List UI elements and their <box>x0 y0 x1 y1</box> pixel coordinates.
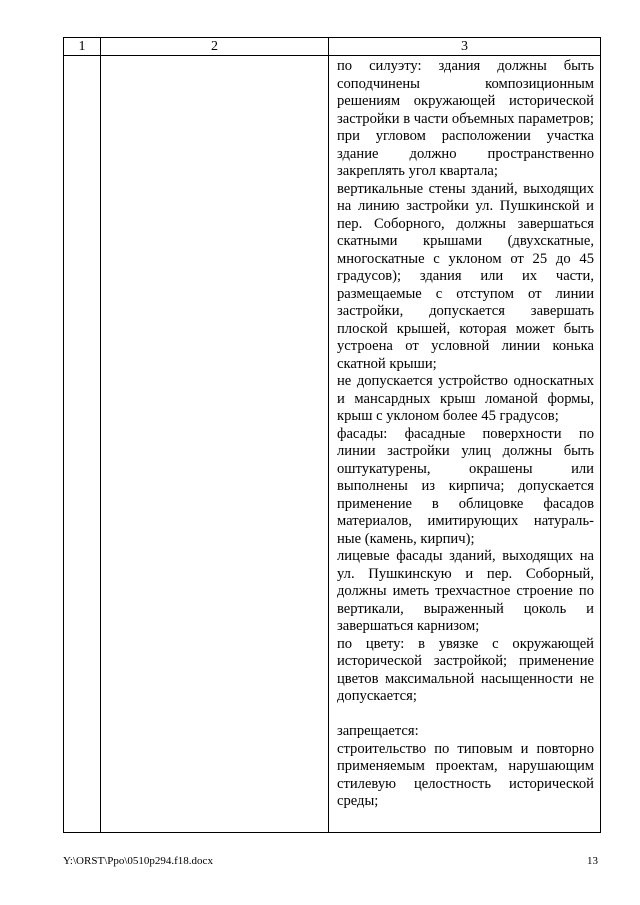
paragraph-typical-projects: строительство по типовым и повторно применяемым проектам, нарушающим стилевую целостность исторической среды; <box>337 740 594 809</box>
column-header-3: 3 <box>329 38 601 56</box>
footer-file-path: Y:\ORST\Ppo\0510p294.f18.docx <box>63 855 213 867</box>
paragraph-silhouette: по силуэту: здания должны быть соподчинены композиционным решениям окружающей исторической застройки в части объемных параметров; <box>337 58 594 127</box>
paragraph-prohibited-heading: запрещается: <box>337 723 419 739</box>
blank-line <box>337 706 594 724</box>
paragraph-front-facades: лицевые фасады зданий, выходящих на ул. Пушкинскую и пер. Соборный, должны иметь трехчастное строение по вертикали, выраженный цоколь и завершаться карнизом; <box>337 548 594 634</box>
paragraph-facades: фасады: фасадные поверхности по линии застройки улиц должны быть оштукатурены, окрашены или выполнены из кирпича; допускается применение в облицовке фасадов материалов, имитирующих натураль-ные (камень, кирпич); <box>337 425 594 547</box>
document-table <box>63 37 601 833</box>
column-2-cell <box>101 56 329 833</box>
footer-page-number: 13 <box>587 855 598 867</box>
requirements-text <box>329 56 600 811</box>
column-1-cell <box>64 56 101 833</box>
paragraph-color: по цвету: в увязке с окружающей исторической застройкой; применение цветов максимальной насыщенности не допускается; <box>337 635 594 704</box>
paragraph-roof-restrictions: не допускается устройство односкатных и мансардных крыш ломаной формы, крыш с уклоном более 45 градусов; <box>337 373 594 424</box>
column-header-1: 1 <box>64 38 101 56</box>
table-body-row <box>64 56 601 833</box>
table-header-row <box>64 38 601 56</box>
paragraph-roofs: вертикальные стены зданий, выходящих на линию застройки ул. Пушкинской и пер. Соборного, должны завершаться скатными крышами (двухскатные, многоскатные с уклоном от 25 до 45 градусов); здания или их части, размещаемые с отступом от линии застройки, допускается завершать плоской крышей, которая может быть устроена от условной линии конька скатной крыши; <box>337 180 594 372</box>
column-3-cell <box>329 56 601 833</box>
paragraph-corner-plot: при угловом расположении участка здание должно пространственно закреплять угол квартала; <box>337 128 594 179</box>
column-header-2: 2 <box>101 38 329 56</box>
